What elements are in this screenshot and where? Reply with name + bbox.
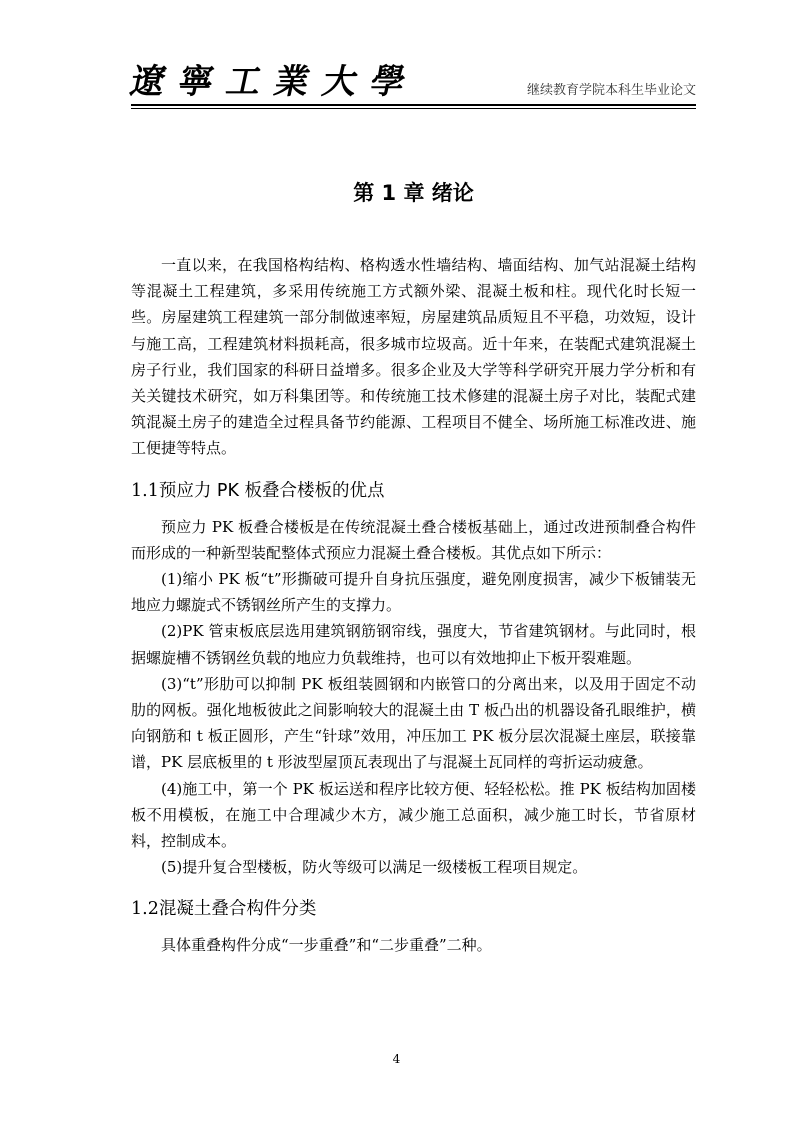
university-logo	[126, 60, 431, 104]
intro-paragraph: 一直以来，在我国格构结构、格构透水性墙结构、墙面结构、加气站混凝土结构等混凝土工程建筑，多采用传统施工方式额外梁、混凝土板和柱。现代化时长短一些。房屋建筑工程建筑一部分制做速率短，房屋建筑品质短且不平稳，功效短，设计与施工高，工程建筑材料损耗高，很多城市垃圾高。近十年来，在装配式建筑混凝土房子行业，我们国家的科研日益增多。很多企业及大学等科学研究开展力学分析和有关关键技术研究，如万科集团等。和传统施工技术修建的混凝土房子对比，装配式建筑混凝土房子的建造全过程具备节约能源、工程项目不健全、场所施工标准改进、施工便捷等特点。	[131, 256, 696, 458]
section-heading-1-2	[131, 896, 696, 922]
paragraph: 预应力 PK 板叠合楼板是在传统混凝土叠合楼板基础上，通过改进预制叠合构件而形成的一种新型装配整体式预应力混凝土叠合楼板。其优点如下所示：	[131, 517, 696, 562]
page-body	[131, 252, 696, 959]
list-item: (4)施工中，第一个 PK 板运送和程序比较方便、轻轻松松。推 PK 板结构加固楼板不用模板，在施工中合理减少木方，减少施工总面积，减少施工时长，节省原材料，控制成本。	[131, 779, 696, 851]
paragraph: 具体重叠构件分成“一步重叠”和“二步重叠”二种。	[161, 936, 492, 955]
section-title: 混凝土叠合构件分类	[158, 899, 317, 920]
chapter-title: 第 1 章 绪论	[353, 181, 474, 205]
section-number: 1.2	[131, 899, 159, 920]
page-number: 4	[392, 1052, 401, 1066]
list-item: (2)PK 管束板底层选用建筑钢筋钢帘线，强度大，节省建筑钢材。与此同时，根据螺旋槽不锈钢丝负载的地应力负载维持，也可以有效地抑止下板开裂难题。	[131, 622, 696, 667]
section-title: 预应力 PK 板叠合楼板的优点	[158, 480, 385, 501]
list-item: (5)提升复合型楼板，防火等级可以满足一级楼板工程项目规定。	[161, 858, 588, 877]
page-header	[126, 60, 696, 104]
list-item: (3)“t”形肋可以抑制 PK 板组装圆钢和内嵌管口的分离出来，以及用于固定不动肋的网板。强化地板彼此之间影响较大的混凝土由 T 板凸出的机器设备孔眼维护，横向钢筋和 t 板正圆形，产生“针球”效用，冲压加工 PK 板分层次混凝土座层，联接靠谱，PK 层底板里的 t 形波型屋顶瓦表现出了与混凝土瓦同样的弯折运动疲惫。	[131, 674, 696, 772]
logo-calligraphy: 遼寧工業大學	[126, 62, 424, 102]
list-item: (1)缩小 PK 板“t”形撕破可提升自身抗压强度，避免刚度损害，减少下板铺装无地应力螺旋式不锈钢丝所产生的支撑力。	[131, 570, 696, 615]
header-rule-thin	[131, 108, 696, 109]
section-number: 1.1	[131, 480, 159, 501]
header-rule-thick	[131, 104, 696, 106]
section-heading-1-1	[131, 478, 696, 504]
header-subtitle: 继续教育学院本科生毕业论文	[526, 83, 696, 98]
